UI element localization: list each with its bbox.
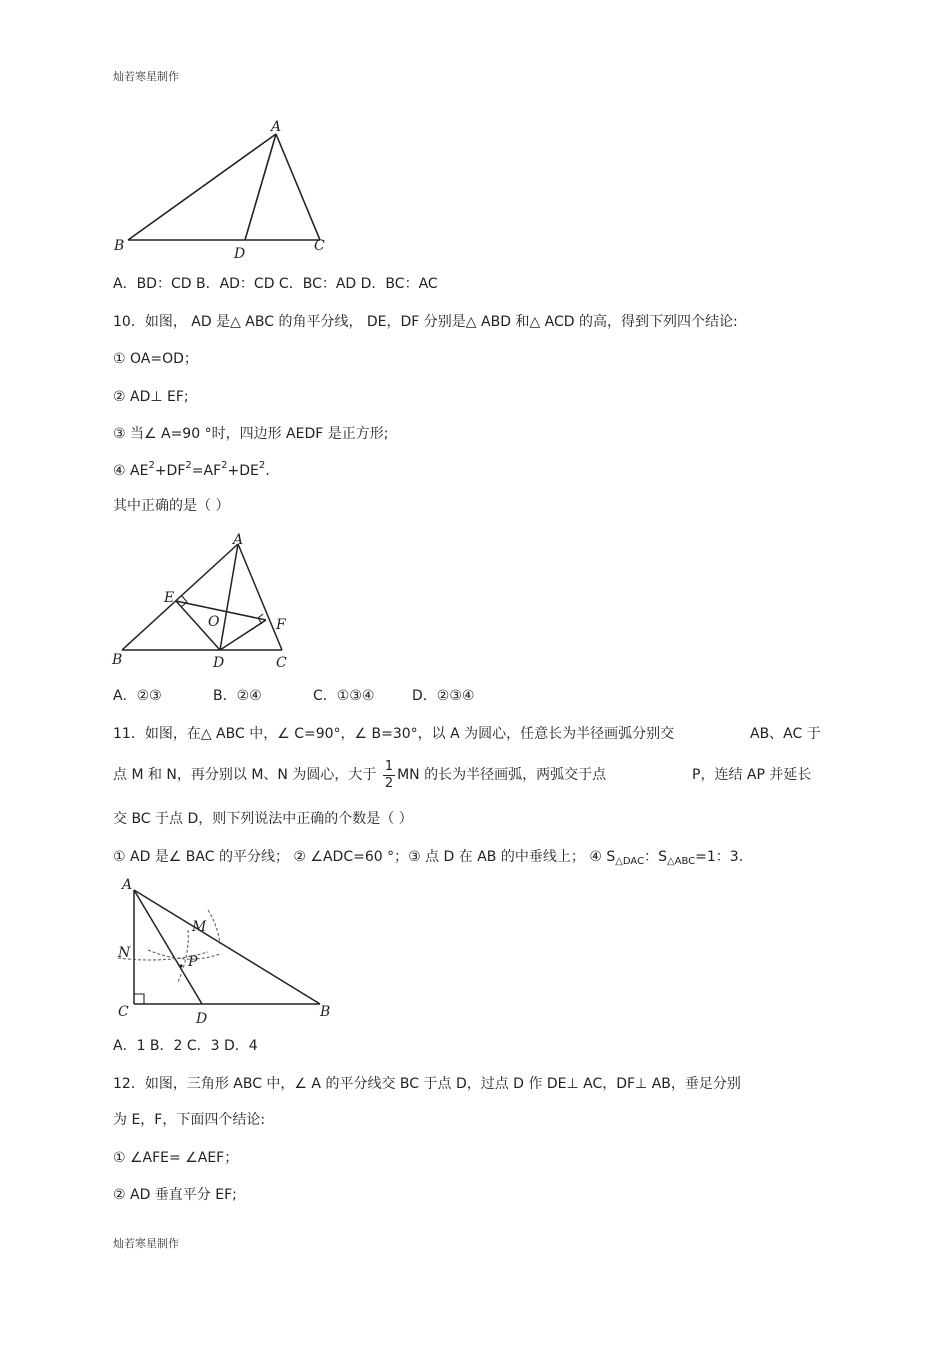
q10-figure <box>108 530 298 672</box>
q12-item-1: ① ∠AFE= ∠AEF； <box>113 1150 239 1166</box>
q11-line-2: 点 M 和 N，再分别以 M、N 为圆心，大于 $\frac{1}{2}$ MN 的长为半径画弧，两弧交于点 <box>113 758 607 791</box>
q11-label-c: C <box>118 1004 129 1020</box>
q10-option-c: C．①③④ <box>313 688 375 704</box>
q10-side-ab <box>122 544 238 650</box>
q10-segment-ad <box>220 544 238 650</box>
q9-side-ab <box>128 134 276 240</box>
q11-label-b: B <box>320 1004 331 1020</box>
q10-label-f: F <box>276 617 286 633</box>
q10-option-a: A．②③ <box>113 688 162 704</box>
q10-label-d: D <box>213 655 225 671</box>
q12-line-2: 为 E，F，下面四个结论: <box>113 1112 266 1128</box>
q10-label-b: B <box>112 652 123 668</box>
page-header: 灿若寒星制作 <box>113 70 179 83</box>
q11-arc-center-n <box>178 930 188 982</box>
q9-segment-ad <box>245 134 276 240</box>
q10-item-3: ③ 当∠ A=90 °时，四边形 AEDF 是正方形; <box>113 426 389 442</box>
q10-option-b: B．②④ <box>213 688 262 704</box>
q10-label-o: O <box>208 614 220 630</box>
q10-question: 其中正确的是（ ） <box>113 498 230 514</box>
q9-options: A．BD：CD B．AD：CD C．BC：AD D．BC：AC <box>113 276 438 292</box>
q11-label-p: P <box>188 954 198 970</box>
q9-label-a: A <box>271 119 282 135</box>
q10-item-1: ① OA=OD； <box>113 351 198 367</box>
q10-item-4: ④ $AE^2+DF^2=AF^2+DE^2$. <box>113 460 270 479</box>
q11-fraction: $\frac{1}{2}$ <box>384 758 394 791</box>
q11-line-3: 交 BC 于点 D，则下列说法中正确的个数是（ ） <box>113 811 413 827</box>
q11-line-1-right: AB、AC 于 <box>750 726 821 742</box>
q12-item-2: ② AD 垂直平分 EF; <box>113 1187 237 1203</box>
q10-label-a: A <box>233 532 244 548</box>
q9-side-ac <box>276 134 320 240</box>
q10-label-e: E <box>164 590 175 606</box>
q11-label-m: M <box>192 919 207 935</box>
q11-figure <box>108 874 340 1024</box>
q11-options: A．1 B．2 C．3 D．4 <box>113 1038 258 1054</box>
q11-side-ab <box>134 890 320 1004</box>
q11-point-p <box>179 964 182 967</box>
q11-line-4: ① AD 是∠ BAC 的平分线； ② ∠ADC=60 °；③ 点 D 在 AB 的中垂线上； ④ $S_{\triangle DAC}$：$S_{\triangle ABC}=1$：3. <box>113 849 744 867</box>
q9-label-c: C <box>314 238 325 254</box>
q10-label-c: C <box>276 655 287 671</box>
q10-item-2: ② AD⊥ EF; <box>113 389 189 405</box>
q10-stem: 10．如图， AD 是△ ABC 的角平分线， DE，DF 分别是△ ABD 和△ ACD 的高，得到下列四个结论: <box>113 314 738 330</box>
q9-label-b: B <box>114 238 125 254</box>
q11-label-n: N <box>118 945 131 961</box>
q11-label-d: D <box>196 1011 208 1024</box>
q10-segment-df <box>220 620 266 650</box>
q11-label-a: A <box>122 877 133 893</box>
q9-figure <box>108 118 333 260</box>
q9-label-d: D <box>234 246 246 260</box>
q11-segment-ad <box>134 890 202 1004</box>
q12-line-1: 12．如图，三角形 ABC 中，∠ A 的平分线交 BC 于点 D，过点 D 作 DE⊥ AC，DF⊥ AB，垂足分别 <box>113 1076 741 1092</box>
q11-line-1: 11．如图，在△ ABC 中，∠ C=90°，∠ B=30°，以 A 为圆心，任意长为半径画弧分别交 <box>113 726 675 742</box>
q11-right-angle-c <box>134 994 144 1004</box>
q11-line-2-right: P，连结 AP 并延长 <box>692 767 812 783</box>
page-footer: 灿若寒星制作 <box>113 1237 179 1250</box>
q10-option-d: D．②③④ <box>412 688 475 704</box>
